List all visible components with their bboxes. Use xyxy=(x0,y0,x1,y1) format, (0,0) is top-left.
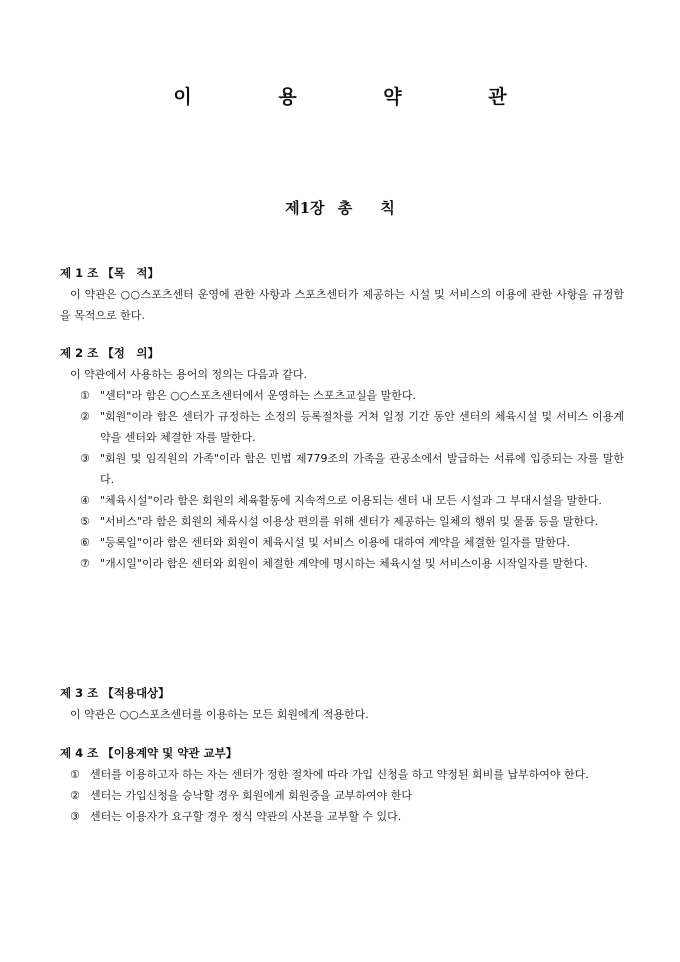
item-text: 센터를 이용하고자 하는 자는 센터가 정한 절차에 따라 가입 신청을 하고 약정된 회비를 납부하여야 한다. xyxy=(90,768,589,781)
article-heading: 제 3 조 【적용대상】 xyxy=(60,686,170,700)
item-text: "회원 및 임직원의 가족"이라 함은 민법 제779조의 가족을 관공소에서 발급하는 서류에 입증되는 자를 말한다. xyxy=(100,452,624,486)
item-text: "체육시설"이라 함은 회원의 체육활동에 지속적으로 이용되는 센터 내 모든 시설과 그 부대시설을 말한다. xyxy=(100,494,602,507)
article-item-list xyxy=(60,764,624,827)
item-number: ④ xyxy=(80,494,90,507)
list-item xyxy=(60,448,624,490)
item-number: ② xyxy=(80,410,90,423)
list-item xyxy=(60,511,624,532)
article-heading: 제 1 조 【목 적】 xyxy=(60,266,159,280)
article-intro: 이 약관에서 사용하는 용어의 정의는 다음과 같다. xyxy=(70,368,307,381)
item-number: ③ xyxy=(70,810,80,823)
item-number: ③ xyxy=(80,452,90,465)
item-number: ① xyxy=(80,389,90,402)
list-item xyxy=(60,385,624,406)
article-1 xyxy=(60,265,624,326)
list-item xyxy=(60,764,624,785)
chapter-title: 제1장 총 칙 xyxy=(285,199,395,217)
article-heading: 제 4 조 【이용계약 및 약관 교부】 xyxy=(60,746,238,760)
definition-list xyxy=(60,385,624,574)
list-item xyxy=(60,406,624,448)
article-3 xyxy=(60,685,624,725)
list-item xyxy=(60,806,624,827)
document-title: 이 용 약 관 xyxy=(173,86,547,108)
item-text: 센터는 이용자가 요구할 경우 정식 약관의 사본을 교부할 수 있다. xyxy=(90,810,402,823)
article-heading: 제 2 조 【정 의】 xyxy=(60,346,159,360)
item-number: ② xyxy=(70,789,80,802)
article-4 xyxy=(60,745,624,827)
item-text: "등록일"이라 함은 센터와 회원이 체육시설 및 서비스 이용에 대하여 계약을 체결한 일자를 말한다. xyxy=(100,536,570,549)
item-number: ⑦ xyxy=(80,557,90,570)
item-number: ⑤ xyxy=(80,515,90,528)
article-body: 이 약관은 ○○스포츠센터를 이용하는 모든 회원에게 적용한다. xyxy=(70,708,369,721)
item-number: ⑥ xyxy=(80,536,90,549)
article-2 xyxy=(60,345,624,574)
item-text: "센터"라 함은 ○○스포츠센터에서 운영하는 스포츠교실을 말한다. xyxy=(100,389,416,402)
item-text: "서비스"라 함은 회원의 체육시설 이용상 편의를 위해 센터가 제공하는 일체의 행위 및 물품 등을 말한다. xyxy=(100,515,599,528)
article-body: 이 약관은 ○○스포츠센터 운영에 관한 사항과 스포츠센터가 제공하는 시설 및 서비스의 이용에 관한 사항을 규정함을 목적으로 한다. xyxy=(60,288,624,322)
item-text: 센터는 가입신청을 승낙할 경우 회원에게 회원증을 교부하여야 한다 xyxy=(90,789,413,802)
list-item xyxy=(60,785,624,806)
item-number: ① xyxy=(70,768,80,781)
item-text: "회원"이라 함은 센터가 규정하는 소정의 등록절차를 거쳐 일정 기간 동안 센터의 체육시설 및 서비스 이용계약을 센터와 체결한 자를 말한다. xyxy=(100,410,624,444)
list-item xyxy=(60,553,624,574)
list-item xyxy=(60,532,624,553)
item-text: "개시일"이라 함은 센터와 회원이 체결한 계약에 명시하는 체육시설 및 서비스이용 시작일자를 말한다. xyxy=(100,557,588,570)
list-item xyxy=(60,490,624,511)
